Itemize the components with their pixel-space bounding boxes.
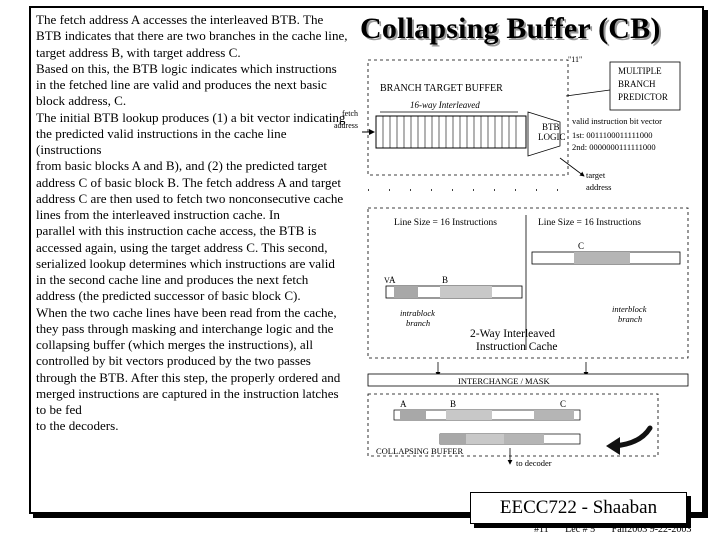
cache-line-left-a — [394, 286, 418, 298]
bit-vector-title: valid instruction bit vector — [572, 116, 662, 126]
cb-letter-a: A — [400, 399, 407, 409]
cache-title-1: 2-Way Interleaved — [470, 328, 555, 340]
slide-footer — [534, 524, 691, 535]
btb-logic-label: BTB — [542, 122, 560, 132]
predictor-label-2: BRANCH — [618, 79, 656, 89]
target-address-label: address — [586, 182, 612, 192]
target-arrow — [560, 158, 584, 176]
merged-line-1-b — [446, 410, 492, 420]
btb-label: BRANCH TARGET BUFFER — [380, 83, 503, 94]
line-size-right: Line Size = 16 Instructions — [538, 218, 641, 228]
to-decoder-label: to decoder — [516, 458, 552, 468]
line-size-left: Line Size = 16 Instructions — [394, 218, 497, 228]
bit-vector-2: 2nd: 0000000111111000 — [572, 142, 656, 152]
merged-line-1-a — [400, 410, 426, 420]
slide-title: Collapsing Buffer (CB) — [360, 12, 661, 45]
intrablock-label: intrablock — [400, 308, 435, 318]
target-label: target — [586, 170, 606, 180]
cb-letter-b: B — [450, 399, 457, 409]
cache-line-right-c — [574, 252, 630, 264]
predictor-link — [566, 90, 610, 96]
bit-vector-1: 1st: 0011100011111000 — [572, 130, 653, 140]
btb-banks — [376, 116, 526, 148]
interblock-branch-label: branch — [618, 314, 643, 324]
cache-letter-v: V — [384, 276, 390, 285]
highlight-arrow-head — [606, 437, 620, 455]
merged-line-1-c — [534, 410, 574, 420]
mark-11: "11" — [568, 55, 583, 64]
course-label: EECC722 - Shaaban — [470, 492, 687, 524]
collapsing-buffer-diagram — [328, 50, 698, 480]
btb-logic-label-2: LOGIC — [538, 132, 566, 142]
cache-letter-b: B — [442, 275, 449, 285]
interblock-label: interblock — [612, 304, 647, 314]
merged-line-2-b — [466, 434, 504, 444]
merged-line-2-c — [504, 434, 544, 444]
cache-title-2: Instruction Cache — [476, 341, 558, 353]
cache-letter-c: C — [578, 241, 585, 251]
body-text: The fetch address A accesses the interleaved BTB. The BTB indicates that there are two branches in the cache line, target address B, with target address C. Based on this, the BTB logic indicates which instructions in the fetched line are valid and produces the next basic block address, C. The initial BTB lookup produces (1) a bit vector indicating the predicted valid instructions in the cache line (instructions from basic blocks A and B), and (2) the predicted target address C of basic block B. The fetch address A and target address C are then used to fetch two nonconsecutive cache lines from the interleaved instruction cache. In parallel with this instruction cache access, the BTB is accessed again, using the target address C. This second, serialized lookup determines which instructions are valid in the second cache line and produces the next fetch address (the predicted successor of basic block C). When the two cache lines have been read from the cache, they pass through masking and interchange logic and the collapsing buffer (which merges the instructions), all controlled by bit vectors produced by the two passes through the BTB. After this step, the properly ordered and merged instructions are captured in the instruction latches to be fed to the decoders. — [36, 12, 348, 434]
cb-letter-c: C — [560, 399, 567, 409]
predictor-label-3: PREDICTOR — [618, 92, 668, 102]
collapsing-buffer-label: COLLAPSING BUFFER — [376, 446, 464, 456]
interleave-note: 16-way Interleaved — [410, 100, 480, 110]
lecture-number: Lec # 5 — [565, 524, 596, 535]
cache-line-left-b — [440, 286, 492, 298]
slide-date: Fall2003 9-22-2003 — [611, 524, 692, 535]
slide-number: #11 — [534, 524, 549, 535]
intrablock-branch-label: branch — [406, 318, 431, 328]
cache-letter-a: A — [389, 275, 396, 285]
interchange-mask-label: INTERCHANGE / MASK — [458, 376, 550, 386]
fetch-label: fetch — [342, 109, 358, 118]
merged-line-2-a — [440, 434, 466, 444]
fetch-address-label: address — [334, 121, 358, 130]
predictor-label-1: MULTIPLE — [618, 66, 662, 76]
